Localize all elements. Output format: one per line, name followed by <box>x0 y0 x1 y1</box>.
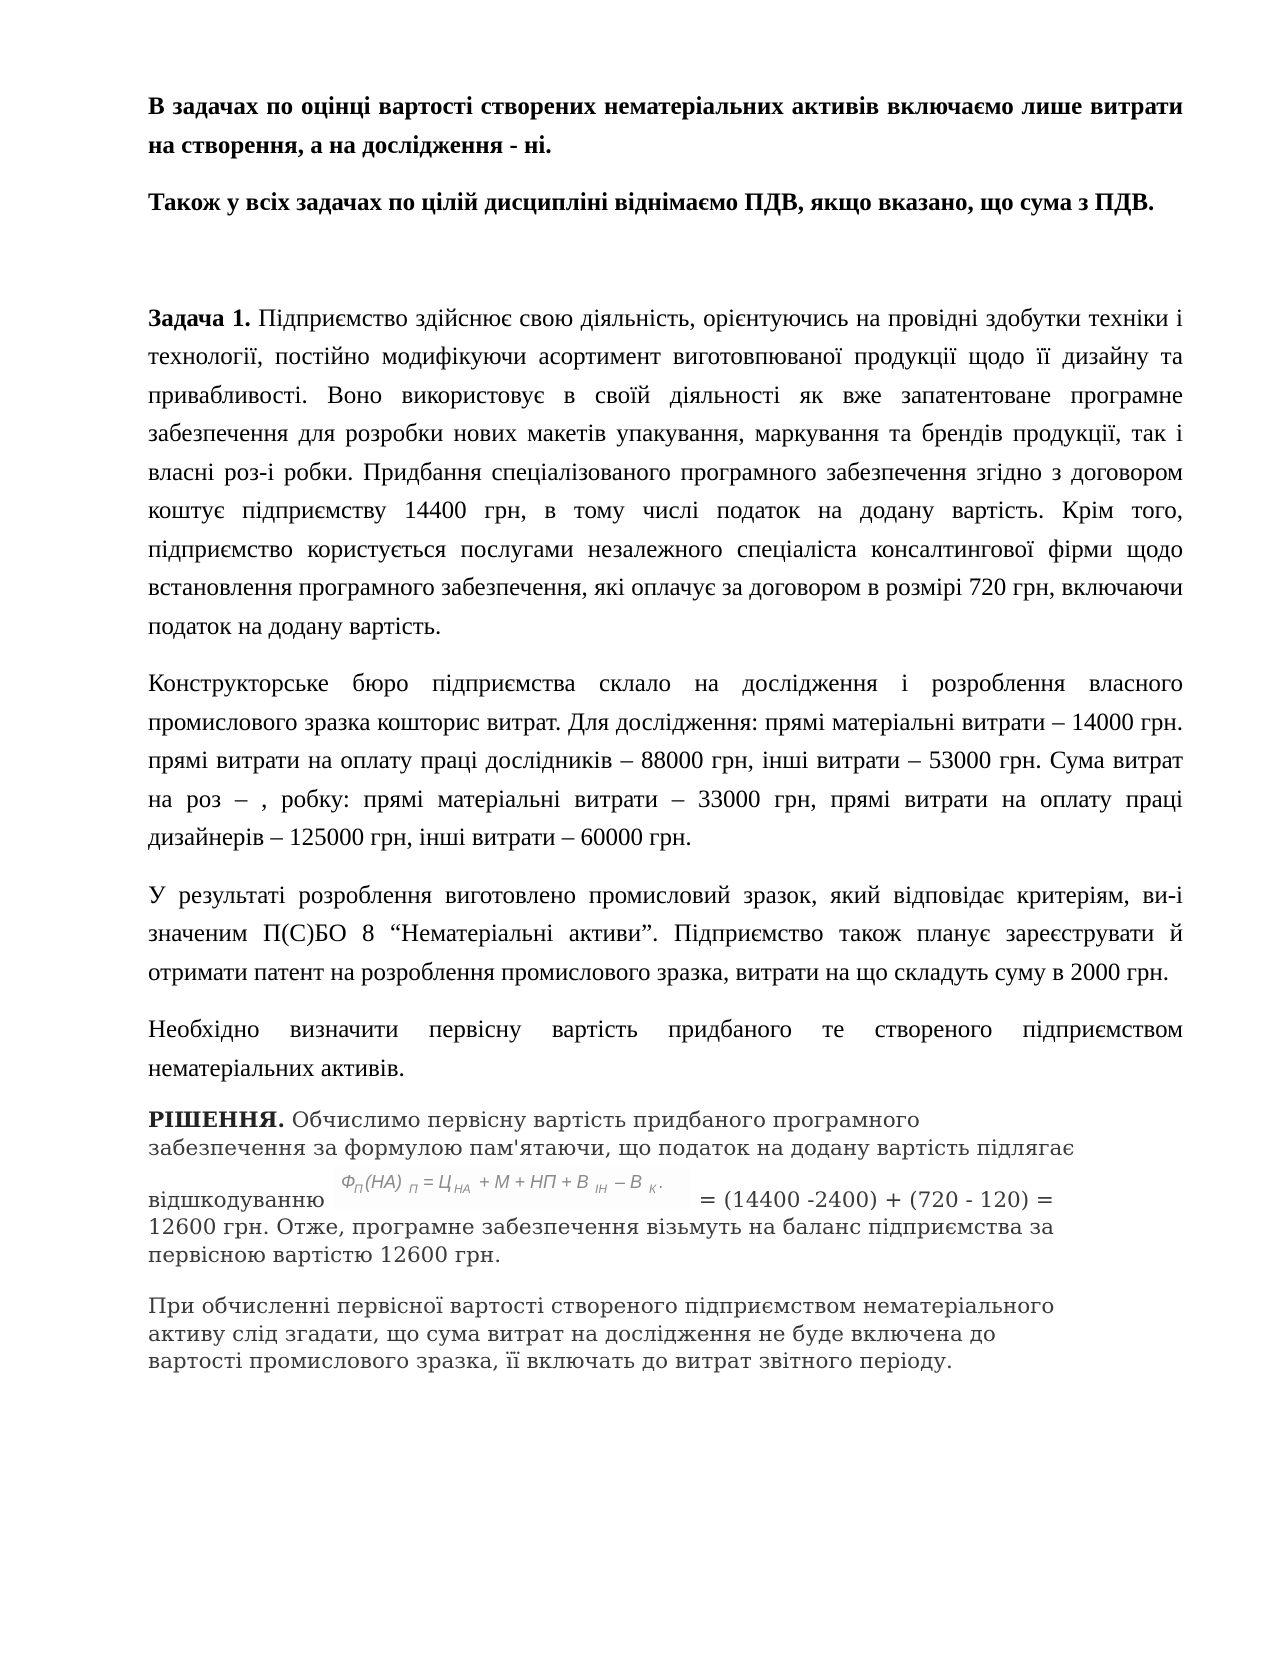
solution-line-2: забезпечення за формулою пам'ятаючи, що податок на додану вартість підлягає <box>148 1135 1075 1161</box>
task-1-label: Задача 1. <box>148 304 251 332</box>
formula-lhs-sub2: П <box>408 1182 418 1196</box>
task-1-paragraph-1 <box>148 300 1183 647</box>
solution-block <box>148 1107 1183 1269</box>
solution2-line-3: вартості промислового зразка, її включать до витрат звітного періоду. <box>148 1349 953 1374</box>
formula-rhs-sub2: ІН <box>594 1182 607 1196</box>
solution-line-5: первісною вартістю 12600 грн. <box>148 1242 502 1268</box>
formula-lhs-sub: П <box>353 1182 363 1196</box>
formula-rhs-tail: – В <box>614 1172 642 1192</box>
formula-rhs-sub: НА <box>453 1182 471 1196</box>
formula-image <box>333 1166 691 1210</box>
solution-block-2 <box>148 1293 1183 1376</box>
document-page <box>148 88 1183 1376</box>
formula-rhs: = Ц <box>422 1172 452 1192</box>
formula-lhs-mid: (НА) <box>364 1172 402 1192</box>
note-vat: Також у всіх задачах по цілій дисципліні віднімаємо ПДВ, якщо вказано, що сума з ПДВ. <box>148 189 1155 216</box>
solution2-line-2: активу слід згадати, що сума витрат на дослідження не буде включена до <box>148 1321 996 1347</box>
solution-line-1: РІШЕННЯ. Обчислимо первісну вартість придбаного програмного <box>148 1108 920 1133</box>
formula-rhs-end: . <box>658 1172 664 1192</box>
formula-rhs-sub3: К <box>648 1182 656 1196</box>
formula-rhs-rest: + М + НП + В <box>478 1172 589 1192</box>
formula-lhs: Ф <box>340 1172 356 1192</box>
solution2-line-1: При обчисленні первісної вартості створеного підприємством нематеріального <box>148 1294 1055 1319</box>
task-1-paragraph-4: Необхідно визначити первісну вартість придбаного те створеного підприємством нематеріальних активів. <box>148 1016 1183 1082</box>
note-research-costs: В задачах по оцінці вартості створених нематеріальних активів включаємо лише витрати на створення, а на дослідження - ні. <box>148 93 1183 159</box>
spacer <box>148 242 1183 300</box>
task-1-text: Підприємство здійснює свою діяльність, орієнтуючись на провідні здобутки техніки і технології, постійно модифікуючи асортимент виготовпюваної продукції щодо її дизайну та привабливості. Воно використовує в своїй діяльності як вже запатентоване програмне забезпечення для розробки нових макетів упакування, маркування та брендів продукції, так і власні роз-і робки. Придбання спеціалізованого програмного забезпечення згідно з договором коштує підприємству 14400 грн, в тому числі податок на додану вартість. Крім того, підприємство користується послугами незалежного спеціаліста консалтингової фірми щодо встановлення програмного забезпечення, які оплачує за договором в розмірі 720 грн, включаючи податок на додану вартість. <box>148 304 1183 640</box>
task-1-paragraph-3: У результаті розроблення виготовлено промисловий зразок, який відповідає критеріям, ви-і значеним П(С)БО 8 “Нематеріальні активи”. Підприємство також планує зареєструвати й отримати патент на розроблення промислового зразка, витрати на що складуть суму в 2000 грн. <box>148 881 1183 986</box>
solution-label: РІШЕННЯ. <box>148 1108 285 1133</box>
task-1-paragraph-2: Конструкторське бюро підприємства склало на дослідження і розроблення власного промислового зразка кошторис витрат. Для дослідження: прямі матеріальні витрати – 14000 грн. прямі витрати на оплату праці дослідників – 88000 грн, інші витрати – 53000 грн. Сума витрат на роз – , робку: прямі матеріальні витрати – 33000 грн, прямі витрати на оплату праці дизайнерів – 125000 грн, інші витрати – 60000 грн. <box>148 670 1183 851</box>
solution-line-3: відшкодуванню Ф П (НА) П = Ц НА + М + НП + В ІН – В К . = (14400 -2400) + (720 - 120) = <box>148 1170 1183 1214</box>
solution-line-4: 12600 грн. Отже, програмне забезпечення візьмуть на баланс підприємства за <box>148 1215 1054 1240</box>
